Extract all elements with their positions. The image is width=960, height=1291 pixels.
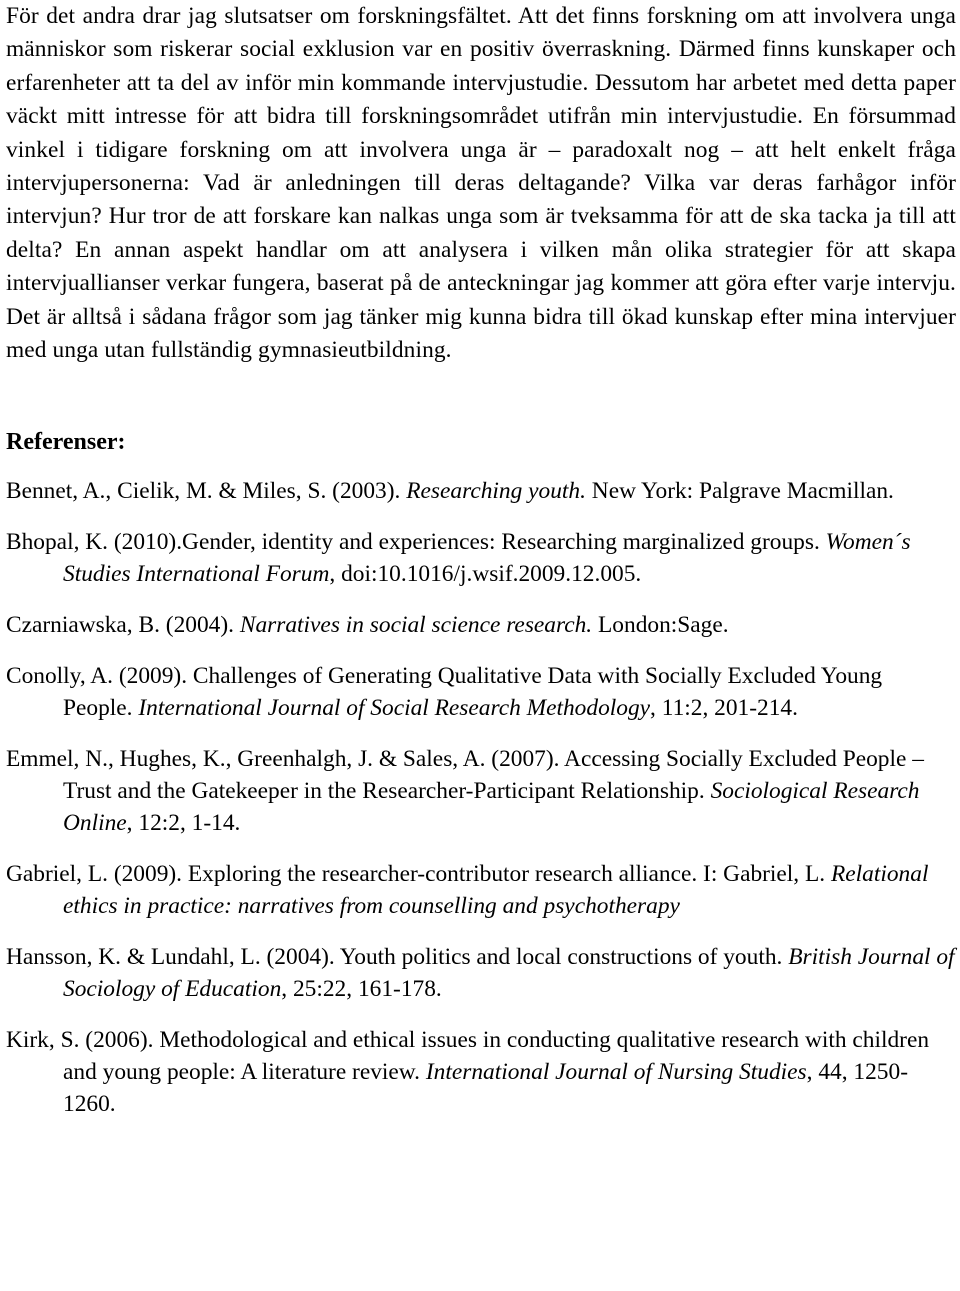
reference-item: Bennet, A., Cielik, M. & Miles, S. (2003). Researching youth. New York: Palgrave Macmillan. <box>6 478 894 505</box>
reference-item: Conolly, A. (2009). Challenges of Generating Qualitative Data with Socially Excluded Young People. International Journal of Social Research Methodology, 11:2, 201-214. <box>6 663 883 722</box>
reference-item: Bhopal, K. (2010).Gender, identity and experiences: Researching marginalized groups. Women´s Studies International Forum, doi:10.1016/j.wsif.2009.12.005. <box>6 529 911 588</box>
document-page <box>6 0 956 1139</box>
reference-item: Emmel, N., Hughes, K., Greenhalgh, J. & Sales, A. (2007). Accessing Socially Excluded People – Trust and the Gatekeeper in the Researcher-Participant Relationship. Sociological Research Online, 12:2, 1-14. <box>6 746 924 837</box>
reference-item: Kirk, S. (2006). Methodological and ethical issues in conducting qualitative research with children and young people: A literature review. International Journal of Nursing Studies, 44, 1250-1260. <box>6 1027 930 1118</box>
reference-list <box>6 475 956 1120</box>
reference-item: Hansson, K. & Lundahl, L. (2004). Youth politics and local constructions of youth. British Journal of Sociology of Education, 25:22, 161-178. <box>6 944 955 1003</box>
references-heading: Referenser: <box>6 429 126 456</box>
reference-item: Czarniawska, B. (2004). Narratives in social science research. London:Sage. <box>6 612 729 639</box>
reference-item: Gabriel, L. (2009). Exploring the researcher-contributor research alliance. I: Gabriel, L. Relational ethics in practice: narratives from counselling and psychotherapy <box>6 861 929 920</box>
body-paragraph: För det andra drar jag slutsatser om forskningsfältet. Att det finns forskning om att involvera unga människor som riskerar social exklusion var en positiv överraskning. Därmed finns kunskaper och erfarenheter att ta del av inför min kommande intervjustudie. Dessutom har arbetet med detta paper väckt mitt intresse för att bidra till forskningsområdet utifrån min intervjustudie. En försummad vinkel i tidigare forskning om att involvera unga är – paradoxalt nog – att helt enkelt fråga intervjupersonerna: Vad är anledningen till deras deltagande? Vilka var deras farhågor inför intervjun? Hur tror de att forskare kan nalkas unga som är tveksamma för att de ska tacka ja till att delta? En annan aspekt handlar om att analysera i vilken mån olika strategier för att skapa intervjuallianser verkar fungera, baserat på de anteckningar jag kommer att göra efter varje intervju. Det är alltså i sådana frågor som jag tänker mig kunna bidra till ökad kunskap efter mina intervjuer med unga utan fullständig gymnasieutbildning. <box>6 3 956 364</box>
